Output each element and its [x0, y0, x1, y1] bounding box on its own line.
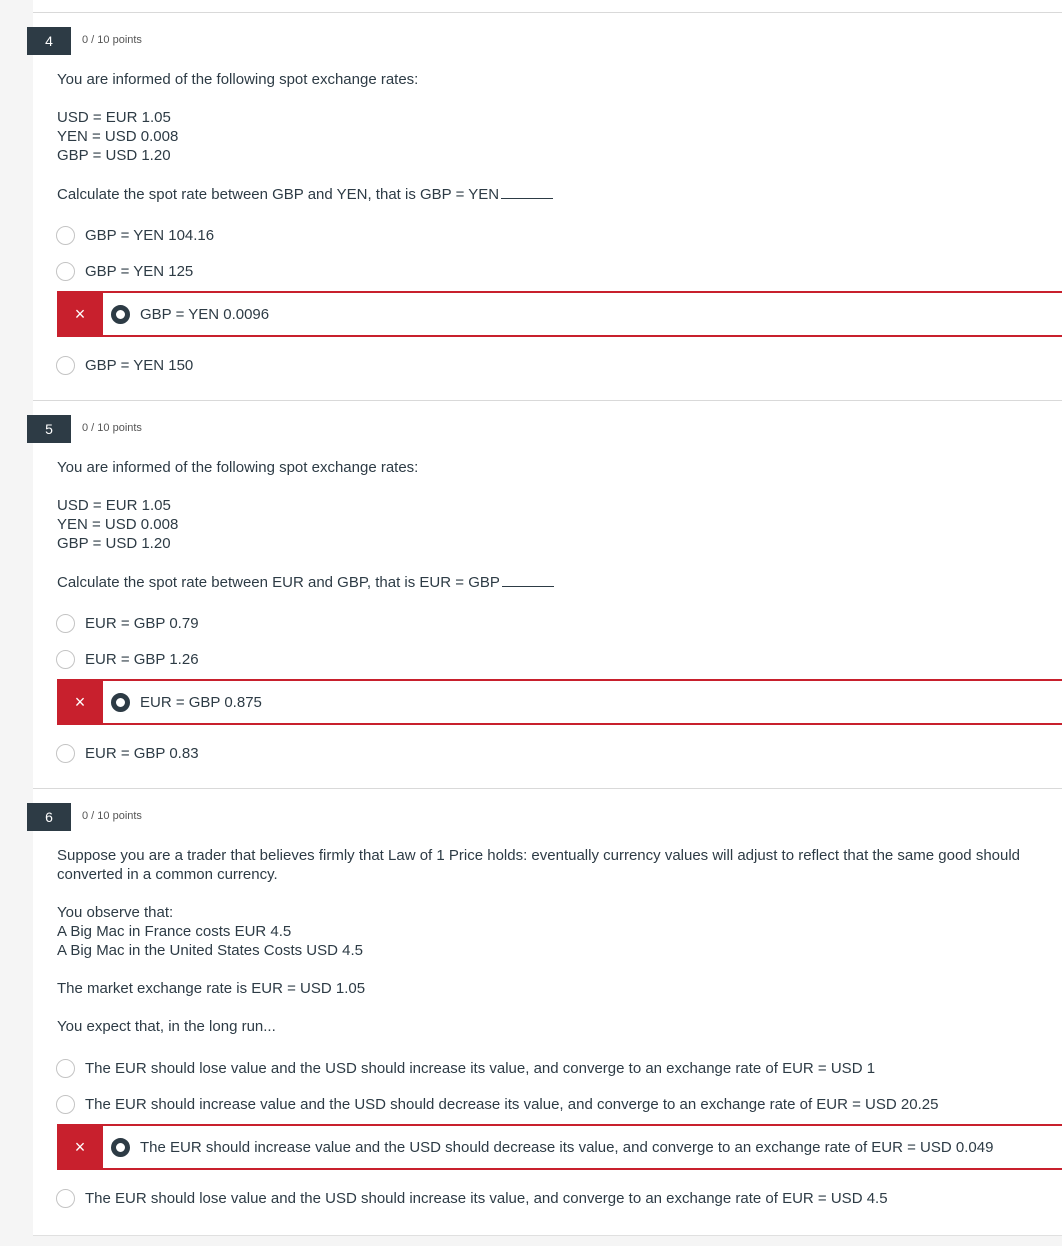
- incorrect-x-icon: ×: [57, 679, 103, 725]
- observe-line: A Big Mac in France costs EUR 4.5: [57, 923, 292, 940]
- rate-line: YEN = USD 0.008: [57, 128, 179, 145]
- radio-button[interactable]: [56, 744, 75, 763]
- answer-label: GBP = YEN 104.16: [85, 227, 215, 244]
- incorrect-x-icon: ×: [57, 1124, 103, 1170]
- top-divider: [33, 12, 1062, 13]
- market-rate-text: The market exchange rate is EUR = USD 1.05: [57, 980, 366, 997]
- prompt-text: Calculate the spot rate between EUR and GBP, that is EUR = GBP: [57, 574, 500, 591]
- rate-line: USD = EUR 1.05: [57, 497, 171, 514]
- radio-button[interactable]: [56, 262, 75, 281]
- radio-button[interactable]: [56, 1095, 75, 1114]
- radio-button[interactable]: [56, 1189, 75, 1208]
- question-number-badge: 6: [27, 803, 71, 831]
- answer-label: GBP = YEN 0.0096: [140, 305, 270, 323]
- question-divider: [33, 788, 1062, 789]
- question-points: 0 / 10 points: [82, 34, 142, 46]
- question-prompt: [57, 572, 554, 592]
- observe-line: You observe that:: [57, 904, 174, 921]
- question-divider: [33, 400, 1062, 401]
- radio-button[interactable]: [56, 650, 75, 669]
- question-prompt: You expect that, in the long run...: [57, 1018, 276, 1035]
- question-number-badge: 5: [27, 415, 71, 443]
- answer-option[interactable]: [56, 1059, 875, 1078]
- question-number-badge: 4: [27, 27, 71, 55]
- answer-label: The EUR should lose value and the USD should increase its value, and converge to an exchange rate of EUR = USD 4.5: [85, 1190, 888, 1207]
- radio-button-selected[interactable]: [111, 693, 130, 712]
- answer-blank: [502, 572, 554, 587]
- answer-label: The EUR should increase value and the USD should decrease its value, and converge to an exchange rate of EUR = USD 0.049: [140, 1138, 994, 1156]
- answer-label: The EUR should increase value and the USD should decrease its value, and converge to an exchange rate of EUR = USD 20.25: [85, 1096, 939, 1113]
- answer-option[interactable]: [56, 614, 199, 633]
- question-intro: You are informed of the following spot exchange rates:: [57, 71, 419, 88]
- incorrect-x-icon: ×: [57, 291, 103, 337]
- prompt-text: Calculate the spot rate between GBP and YEN, that is GBP = YEN: [57, 186, 500, 203]
- answer-label: EUR = GBP 0.83: [85, 745, 199, 762]
- radio-button[interactable]: [56, 356, 75, 375]
- question-intro: You are informed of the following spot exchange rates:: [57, 459, 419, 476]
- answer-label: EUR = GBP 0.875: [140, 693, 262, 711]
- radio-button-selected[interactable]: [111, 1138, 130, 1157]
- answer-blank: [501, 184, 553, 199]
- question-prompt: [57, 184, 553, 204]
- question-intro: converted in a common currency.: [57, 866, 278, 883]
- answer-option[interactable]: [56, 226, 214, 245]
- rate-line: GBP = USD 1.20: [57, 535, 171, 552]
- radio-button[interactable]: [56, 1059, 75, 1078]
- answer-label: EUR = GBP 0.79: [85, 615, 199, 632]
- answer-label: EUR = GBP 1.26: [85, 651, 199, 668]
- answer-option-incorrect[interactable]: [57, 679, 1062, 725]
- radio-button[interactable]: [56, 226, 75, 245]
- rate-line: YEN = USD 0.008: [57, 516, 179, 533]
- answer-option-incorrect[interactable]: [57, 291, 1062, 337]
- question-intro: Suppose you are a trader that believes firmly that Law of 1 Price holds: eventually currency values will adjust to reflect that the same good should: [57, 847, 1021, 864]
- answer-option[interactable]: [56, 1095, 938, 1114]
- radio-button-selected[interactable]: [111, 305, 130, 324]
- answer-option[interactable]: [56, 744, 199, 763]
- observe-line: A Big Mac in the United States Costs USD 4.5: [57, 942, 363, 959]
- answer-label: The EUR should lose value and the USD should increase its value, and converge to an exchange rate of EUR = USD 1: [85, 1060, 876, 1077]
- answer-label: GBP = YEN 125: [85, 263, 194, 280]
- answer-option[interactable]: [56, 1189, 888, 1208]
- answer-option[interactable]: [56, 356, 193, 375]
- answer-option-incorrect[interactable]: [57, 1124, 1062, 1170]
- question-points: 0 / 10 points: [82, 810, 142, 822]
- answer-label: GBP = YEN 150: [85, 357, 194, 374]
- answer-option[interactable]: [56, 262, 193, 281]
- radio-button[interactable]: [56, 614, 75, 633]
- answer-option[interactable]: [56, 650, 199, 669]
- rate-line: GBP = USD 1.20: [57, 147, 171, 164]
- question-points: 0 / 10 points: [82, 422, 142, 434]
- rate-line: USD = EUR 1.05: [57, 109, 171, 126]
